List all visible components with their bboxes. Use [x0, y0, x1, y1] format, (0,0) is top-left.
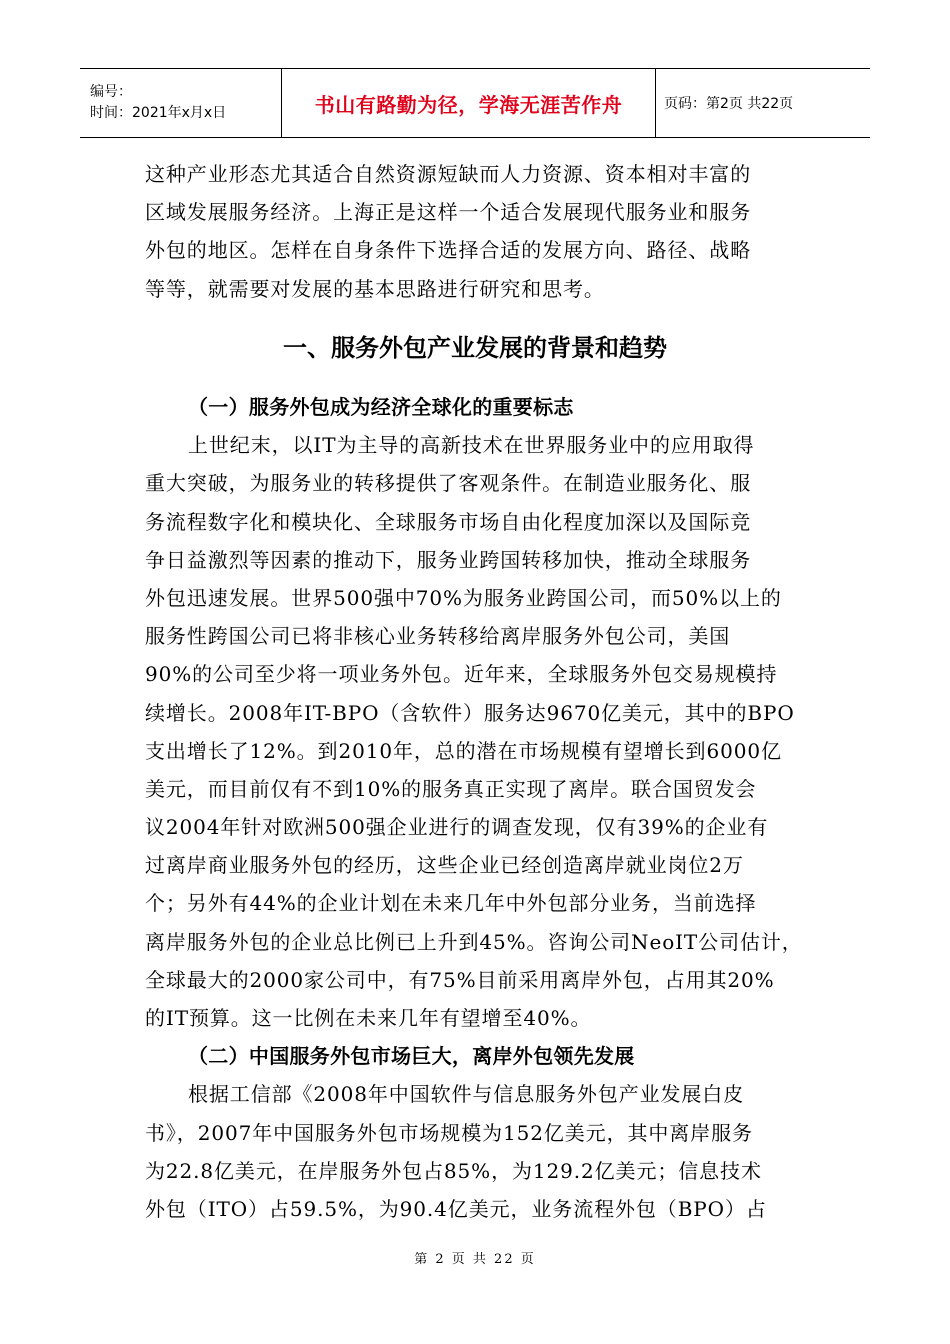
text-line: 为22.8亿美元，在岸服务外包占85%，为129.2亿美元；信息技术 — [145, 1158, 762, 1183]
text-line: 离岸服务外包的企业总比例已上升到45%。咨询公司NeoIT公司估计， — [145, 929, 803, 954]
header-motto: 书山有路勤为径，学海无涯苦作舟 — [282, 69, 656, 137]
text-line: 服务性跨国公司已将非核心业务转移给离岸服务外包公司，美国 — [145, 624, 731, 649]
subsection-1-paragraph — [145, 426, 825, 1037]
text-line: 支出增长了12%。到2010年，总的潜在市场规模有望增长到6000亿 — [145, 738, 782, 763]
subsection-2-paragraph — [145, 1075, 825, 1228]
header-page-info: 页码：第2页 共22页 — [664, 96, 794, 112]
text-line: 区域发展服务经济。上海正是这样一个适合发展现代服务业和服务 — [145, 200, 752, 225]
document-number-label: 编号： — [90, 84, 132, 100]
text-line: 个；另外有44%的企业计划在未来几年中外包部分业务，当前选择 — [145, 891, 757, 916]
text-line: 外包（ITO）占59.5%，为90.4亿美元，业务流程外包（BPO）占 — [145, 1196, 767, 1221]
text-line: 外包迅速发展。世界500强中70%为服务业跨国公司，而50%以上的 — [145, 585, 782, 610]
section-1-body — [145, 388, 825, 1228]
text-line: 争日益激烈等因素的推动下，服务业跨国转移加快，推动全球服务 — [145, 547, 752, 572]
document-time-label: 时间：2021年x月x日 — [90, 105, 227, 121]
text-line: 全球最大的2000家公司中，有75%目前采用离岸外包，占用其20% — [145, 967, 775, 992]
text-line: 的IT预算。这一比例在未来几年有望增至40%。 — [145, 1006, 592, 1030]
subsection-title: （一）服务外包成为经济全球化的重要标志 — [188, 395, 574, 419]
section-title: 一、服务外包产业发展的背景和趋势 — [283, 334, 667, 362]
intro-paragraph — [145, 155, 825, 308]
text-line: 等等，就需要对发展的基本思路进行研究和思考。 — [145, 276, 605, 301]
header-meta-cell — [80, 69, 282, 137]
page-footer: 第 2 页 共 22 页 — [414, 1252, 536, 1267]
text-line: 90%的公司至少将一项业务外包。近年来，全球服务外包交易规模持 — [145, 662, 778, 687]
text-line: 根据工信部《2008年中国软件与信息服务外包产业发展白皮 — [188, 1082, 745, 1107]
text-line: 重大突破，为服务业的转移提供了客观条件。在制造业服务化、服 — [145, 471, 752, 496]
text-line: 上世纪末，以IT为主导的高新技术在世界服务业中的应用取得 — [188, 433, 755, 458]
text-line: 务流程数字化和模块化、全球服务市场自由化程度加深以及国际竞 — [145, 509, 752, 534]
text-line: 议2004年针对欧洲500强企业进行的调查发现，仅有39%的企业有 — [145, 815, 769, 840]
text-line: 这种产业形态尤其适合自然资源短缺而人力资源、资本相对丰富的 — [145, 162, 752, 186]
text-line: 书》，2007年中国服务外包市场规模为152亿美元，其中离岸服务 — [145, 1120, 753, 1145]
text-line: 续增长。2008年IT-BPO（含软件）服务达9670亿美元，其中的BPO — [145, 700, 795, 725]
text-line: 过离岸商业服务外包的经历，这些企业已经创造离岸就业岗位2万 — [145, 853, 744, 878]
header-table — [80, 68, 870, 138]
subsection-title: （二）中国服务外包市场巨大，离岸外包领先发展 — [188, 1044, 635, 1069]
document-body — [145, 155, 825, 308]
text-line: 外包的地区。怎样在自身条件下选择合适的发展方向、路径、战略 — [145, 238, 752, 263]
text-line: 美元，而目前仅有不到10%的服务真正实现了离岸。联合国贸发会 — [145, 776, 757, 801]
